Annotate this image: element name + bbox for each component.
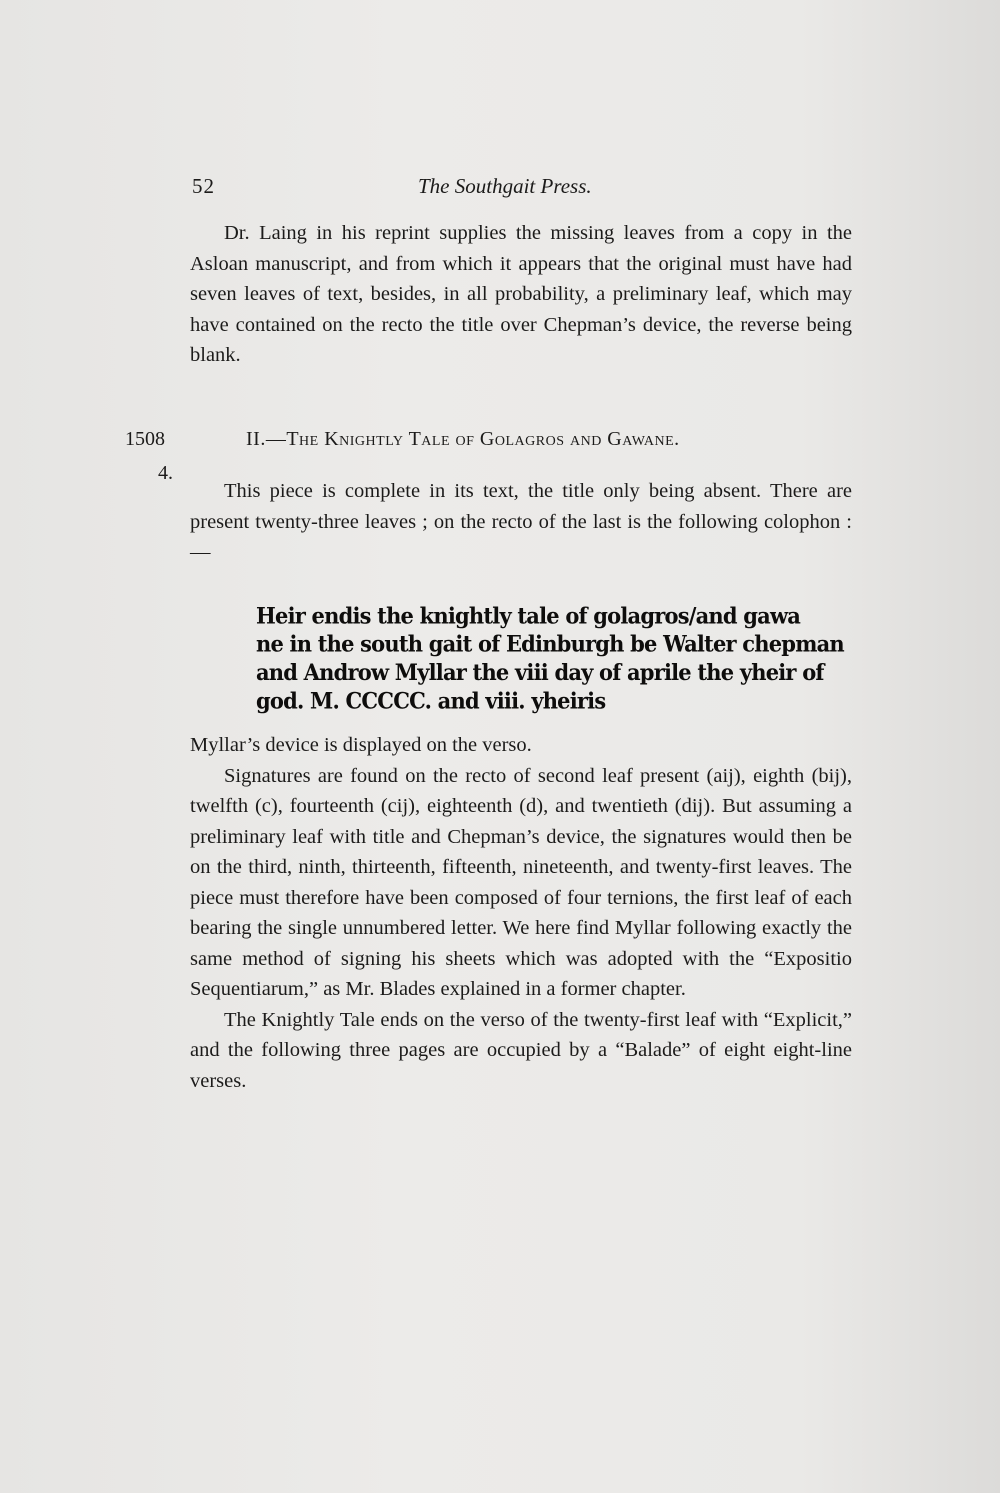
paragraph-2: This piece is complete in its text, the title only being absent. There are present twenty-three leaves ; on the recto of the last is the following colophon :— [190, 480, 852, 563]
colophon-blackletter [256, 601, 844, 717]
colophon-line: and Androw Myllar the viii day of aprile the yheir of [256, 659, 824, 686]
paragraph-1: Dr. Laing in his reprint supplies the missing leaves from a copy in the Asloan manuscript, and from which it appears that the original must have had seven leaves of text, besides, in all probability, a preliminary leaf, which may have contained on the recto the title over Chepman’s device, the reverse being blank. [190, 222, 852, 366]
page-number: 52 [192, 174, 215, 198]
colophon-line: god. M. CCCCC. and viii. yheiris [256, 687, 606, 714]
paragraph-3: Myllar’s device is displayed on the verso. [190, 734, 532, 756]
paragraph-intro [190, 218, 852, 371]
paragraph-5: The Knightly Tale ends on the verso of the twenty-first leaf with “Explicit,” and the following three pages are occupied by a “Balade” of eight eight-line verses. [190, 1008, 852, 1092]
colophon-line: Heir endis the knightly tale of golagros/and gawa [256, 602, 801, 629]
margin-number: 4. [158, 462, 173, 484]
running-title: The Southgait Press. [418, 174, 592, 198]
margin-year: 1508 [125, 428, 165, 450]
paragraph-4: Signatures are found on the recto of second leaf present (aij), eighth (bij), twelfth (c), fourteenth (cij), eighteenth (d), and twentieth (dij). But assuming a preliminary leaf with title and Chepman’s device, the signatures would then be on the third, ninth, thirteenth, fifteenth, nineteenth, and twenty-first leaves. The piece must therefore have been composed of four ternions, the first leaf of each bearing the single unnumbered letter. We here find Myllar following exactly the same method of signing his sheets which was adopted with the “Expositio Sequentiarum,” as Mr. Blades explained in a former chapter. [190, 764, 852, 1000]
colophon-line: ne in the south gait of Edinburgh be Walter chepman [256, 630, 844, 657]
paragraph-description [190, 476, 852, 568]
section-heading: II.—The Knightly Tale of Golagros and Gawane. [246, 428, 680, 450]
paragraph-signatures-block [190, 730, 852, 1096]
